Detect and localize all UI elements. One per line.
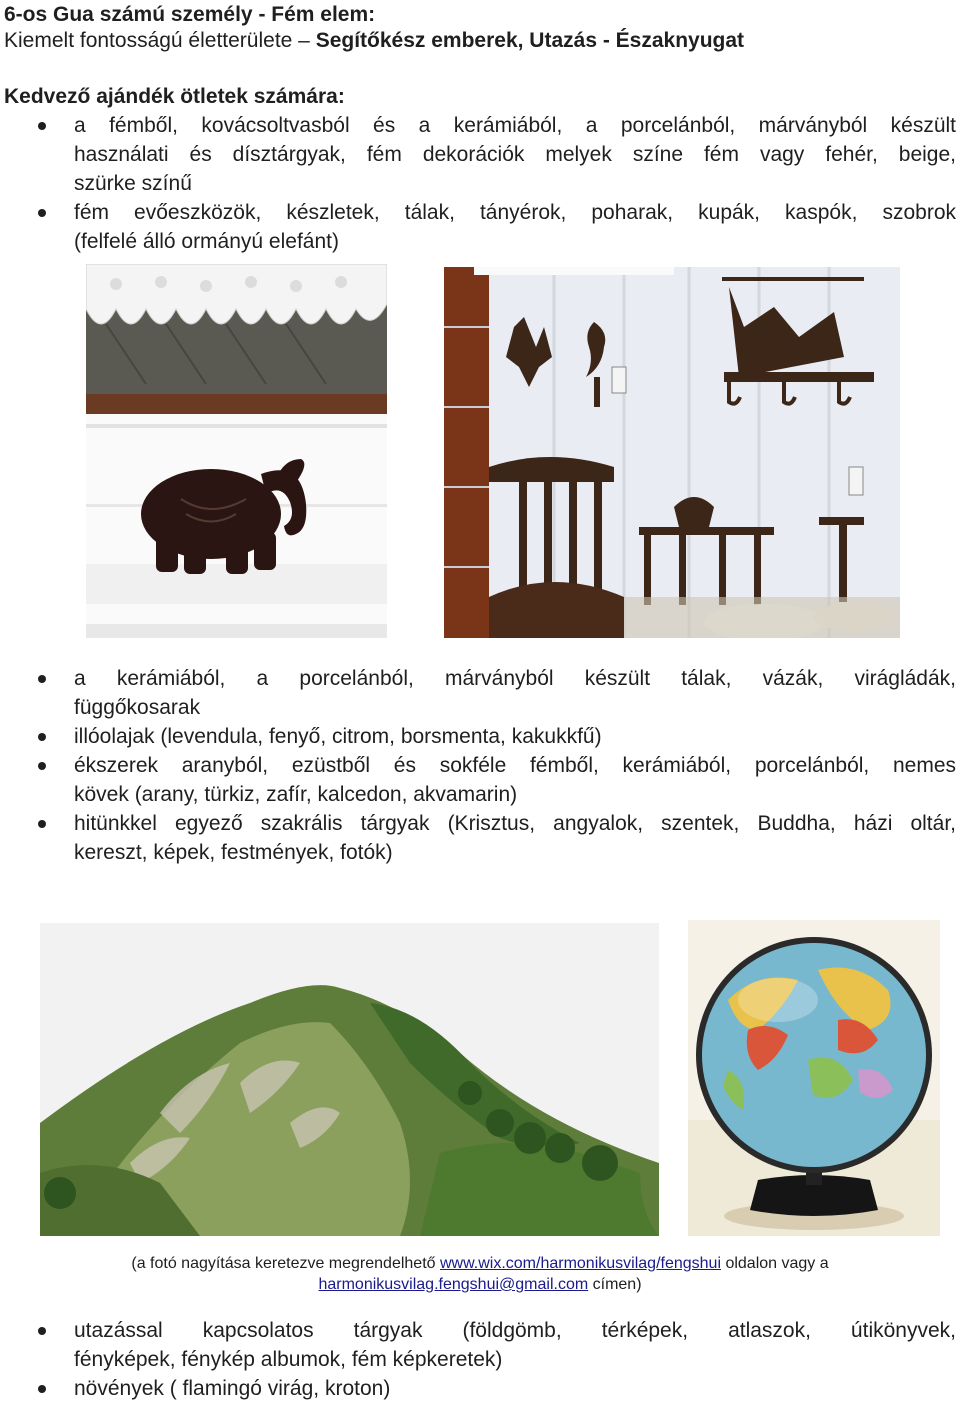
- caption-text: (a fotó nagyítása keretezve megrendelhető: [131, 1255, 440, 1272]
- list-item-line-last: fényképek, fénykép albumok, fém képkeretek): [74, 1348, 503, 1371]
- bullet-icon: [38, 1385, 46, 1393]
- bullet-icon: [38, 209, 46, 217]
- bullet-icon: [38, 122, 46, 130]
- elephant-photo: [86, 264, 387, 638]
- list-item-line: utazással kapcsolatos tárgyak (földgömb, térképek, atlaszok, útikönyvek,: [74, 1319, 956, 1342]
- list-item-line: használati és dísztárgyak, fém dekorációk melyek színe fém vagy fehér, beige,: [74, 143, 956, 166]
- list-item-line-last: függőkosarak: [74, 696, 201, 719]
- list-item-line: ékszerek aranyból, ezüstből és sokféle fémből, kerámiából, porcelánból, nemes: [74, 754, 956, 777]
- section-title: Kedvező ajándék ötletek számára:: [4, 85, 345, 108]
- list-item: [0, 111, 960, 198]
- email-link[interactable]: harmonikusvilag.fengshui@gmail.com: [318, 1276, 589, 1293]
- mountain-photo: [40, 923, 659, 1236]
- photo-caption: [0, 1253, 960, 1295]
- website-link[interactable]: www.wix.com/harmonikusvilag/fengshui: [440, 1255, 721, 1272]
- page-subtitle: [4, 28, 744, 54]
- bullet-icon: [38, 733, 46, 741]
- gift-list-2: [0, 664, 960, 867]
- list-item-line-last: kereszt, képek, festmények, fotók): [74, 841, 393, 864]
- bullet-icon: [38, 675, 46, 683]
- list-item: [0, 1374, 960, 1403]
- list-item-line-last: növények ( flamingó virág, kroton): [74, 1377, 391, 1400]
- subtitle-prefix: Kiemelt fontosságú életterülete –: [4, 29, 316, 52]
- gift-list-3: [0, 1316, 960, 1403]
- page-title: 6-os Gua számú személy - Fém elem:: [4, 3, 376, 26]
- subtitle-highlight: Segítőkész emberek, Utazás - Északnyugat: [315, 29, 745, 52]
- list-item: [0, 722, 960, 751]
- list-item-line-last: kövek (arany, türkiz, zafír, kalcedon, akvamarin): [74, 783, 518, 806]
- bullet-icon: [38, 1327, 46, 1335]
- list-item: [0, 751, 960, 809]
- list-item-line-last: (felfelé álló ormányú elefánt): [74, 230, 339, 253]
- bullet-icon: [38, 762, 46, 770]
- globe-photo: [688, 920, 940, 1236]
- gift-list-1: [0, 111, 960, 256]
- caption-text: címen): [588, 1276, 642, 1293]
- list-item: [0, 1316, 960, 1374]
- iron-hooks-photo: [444, 267, 900, 638]
- list-item-line-last: szürke színű: [74, 172, 192, 195]
- caption-text: oldalon vagy a: [721, 1255, 829, 1272]
- list-item-line: a kerámiából, a porcelánból, márványból készült tálak, vázák, virágládák,: [74, 667, 956, 690]
- bullet-icon: [38, 820, 46, 828]
- list-item-line: a fémből, kovácsoltvasból és a kerámiából, a porcelánból, márványból készült: [74, 114, 956, 137]
- list-item: [0, 198, 960, 256]
- list-item-line: hitünkkel egyező szakrális tárgyak (Krisztus, angyalok, szentek, Buddha, házi oltár,: [74, 812, 956, 835]
- list-item-line: fém evőeszközök, készletek, tálak, tányérok, poharak, kupák, kaspók, szobrok: [74, 201, 956, 224]
- list-item-line-last: illóolajak (levendula, fenyő, citrom, borsmenta, kakukkfű): [74, 725, 602, 748]
- list-item: [0, 809, 960, 867]
- list-item: [0, 664, 960, 722]
